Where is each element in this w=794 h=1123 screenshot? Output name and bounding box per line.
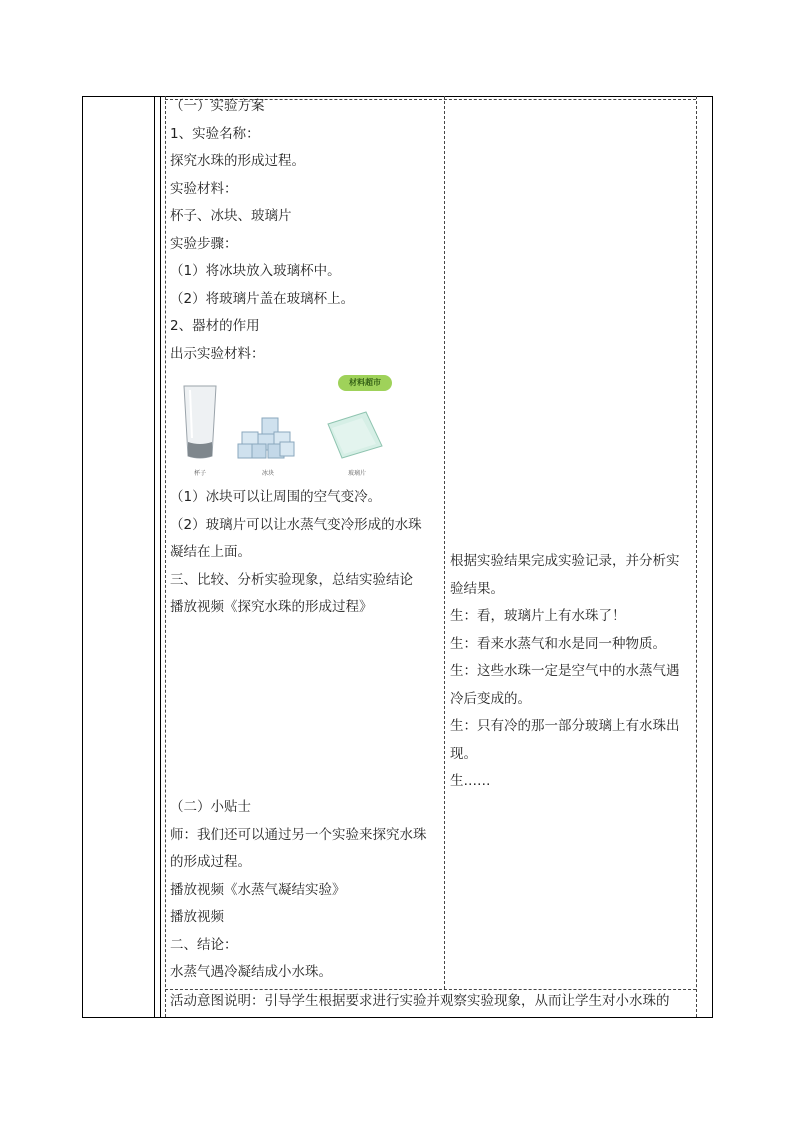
student-response-3-cont: 冷后变成的。: [450, 690, 531, 707]
caption-ice: 冰块: [262, 470, 275, 477]
badge-label: 材料超市: [349, 378, 381, 387]
caption-cup: 杯子: [194, 470, 207, 477]
tips-heading: （二）小贴士: [170, 799, 251, 815]
glass-cup-icon: [184, 386, 216, 458]
caption-glass-pane: 玻璃片: [348, 470, 367, 477]
experiment-name: 探究水珠的形成过程。: [170, 153, 305, 169]
materials: 杯子、冰块、玻璃片: [170, 208, 292, 224]
record-instruction: 根据实验结果完成实验记录，并分析实: [450, 553, 680, 569]
student-response-3: 生：这些水珠一定是空气中的水蒸气遇: [450, 663, 680, 679]
section-heading: （一）实验方案: [170, 98, 265, 114]
student-response-4: 生：只有冷的那一部分玻璃上有水珠出: [450, 718, 680, 734]
dashed-middle-divider: [444, 96, 445, 989]
conclusion-heading: 二、结论：: [170, 936, 238, 953]
materials-label: 实验材料：: [170, 180, 238, 197]
steps-label: 实验步骤：: [170, 235, 238, 252]
conclusion: 水蒸气遇冷凝结成小水珠。: [170, 964, 332, 980]
table-right-border: [712, 96, 713, 1018]
dashed-left-edge: [165, 96, 166, 1017]
play-video-3: 播放视频: [170, 909, 224, 925]
step-1: （1）将冰块放入玻璃杯中。: [170, 263, 341, 279]
table-divider-1: [154, 96, 155, 1018]
role-glass-pane-cont: 凝结在上面。: [170, 544, 251, 560]
play-video-1: 播放视频《探究水珠的形成过程》: [170, 599, 373, 615]
role-ice: （1）冰块可以让周围的空气变冷。: [170, 489, 382, 505]
compare-heading: 三、比较、分析实验现象，总结实验结论: [170, 571, 413, 588]
dashed-right-edge: [696, 96, 697, 1017]
activity-intent: 活动意图说明：引导学生根据要求进行实验并观察实验现象，从而让学生对小水珠的: [170, 993, 670, 1009]
step-2: （2）将玻璃片盖在玻璃杯上。: [170, 290, 355, 307]
student-response-2: 生：看来水蒸气和水是同一种物质。: [450, 635, 666, 652]
teacher-line: 师：我们还可以通过另一个实验来探究水珠: [170, 826, 427, 843]
equipment-role-heading: 2、器材的作用: [170, 318, 260, 334]
experiment-name-label: 1、实验名称：: [170, 125, 260, 142]
table-left-border: [82, 96, 83, 1018]
show-materials-label: 出示实验材料：: [170, 345, 265, 362]
materials-figure: [170, 372, 400, 480]
ice-cubes-icon: [238, 418, 294, 458]
glass-pane-icon: [328, 412, 382, 458]
table-bottom-border: [82, 1017, 713, 1018]
role-glass-pane: （2）玻璃片可以让水蒸气变冷形成的水珠: [170, 516, 422, 533]
record-instruction-cont: 验结果。: [450, 580, 504, 597]
play-video-2: 播放视频《水蒸气凝结实验》: [170, 881, 346, 898]
student-response-1: 生：看，玻璃片上有水珠了！: [450, 608, 626, 624]
student-response-4-cont: 现。: [450, 745, 477, 762]
table-divider-2: [160, 96, 161, 1018]
teacher-line-cont: 的形成过程。: [170, 854, 251, 870]
student-response-5: 生……: [450, 773, 491, 789]
